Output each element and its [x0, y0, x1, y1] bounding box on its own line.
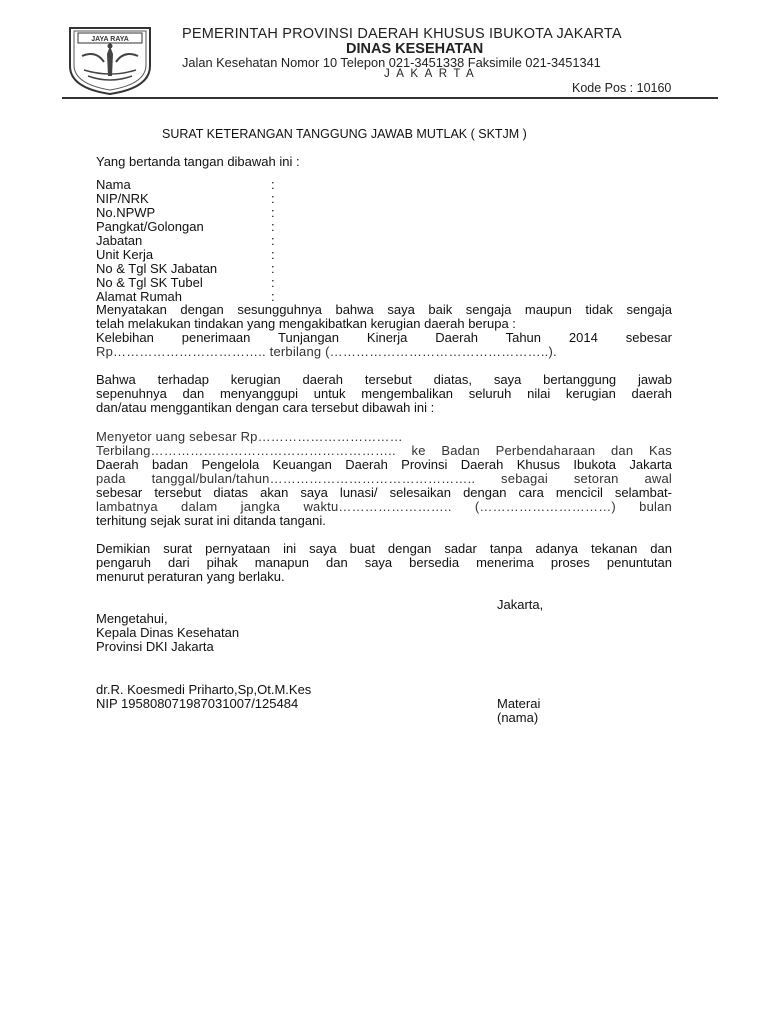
p1-line: Kelebihan penerimaan Tunjangan Kinerja Daerah Tahun 2014 sebesar — [96, 330, 672, 345]
field-colon: : — [271, 219, 275, 234]
stamp-name-placeholder: (nama) — [497, 710, 539, 725]
stamp-label: Materai — [497, 696, 541, 711]
field-label-jabatan: Jabatan — [96, 233, 143, 248]
p3-line: Menyetor uang sebesar Rp…………………………… — [96, 429, 403, 444]
field-label-nama: Nama — [96, 177, 131, 192]
field-colon: : — [271, 233, 275, 248]
p4-line: menurut peraturan yang berlaku. — [96, 569, 285, 584]
header-divider — [62, 97, 718, 99]
p1-amount-line: Rp…………………………….. terbilang (…………………………………………..). — [96, 344, 557, 359]
field-colon: : — [271, 177, 275, 192]
field-colon: : — [271, 191, 275, 206]
signer-nip: NIP 195808071987031007/125484 — [96, 696, 299, 711]
p3-line: terhitung sejak surat ini ditanda tangani. — [96, 513, 326, 528]
header-address: Jalan Kesehatan Nomor 10 Telepon 021-3451338 Faksimile 021-3451341 — [182, 55, 601, 70]
place-label: Jakarta, — [497, 597, 544, 612]
header-agency-name: DINAS KESEHATAN — [346, 41, 484, 57]
intro-text: Yang bertanda tangan dibawah ini : — [96, 154, 300, 169]
header-postal-code: Kode Pos : 10160 — [572, 81, 672, 95]
p3-line: pada tanggal/bulan/tahun……………………………………….. sebagai setoran awal — [96, 471, 672, 486]
field-colon: : — [271, 205, 275, 220]
p3-line: Daerah badan Pengelola Keuangan Daerah Provinsi Daerah Khusus Ibukota Jakarta — [96, 457, 672, 472]
p3-line: Terbilang……………………………………………….. ke Badan Perbendaharaan dan Kas — [96, 443, 672, 458]
jakarta-coat-of-arms-logo — [66, 26, 154, 96]
field-label-pangkat: Pangkat/Golongan — [96, 219, 204, 234]
header-government-name: PEMERINTAH PROVINSI DAERAH KHUSUS IBUKOTA JAKARTA — [182, 26, 622, 42]
p2-line: sepenuhnya dan menyanggupi untuk mengembalikan seluruh nilai kerugian daerah — [96, 386, 672, 401]
p4-line: pengaruh dari pihak manapun dan saya bersedia menerima proses penuntutan — [96, 555, 672, 570]
field-label-npwp: No.NPWP — [96, 205, 156, 220]
p1-line: telah melakukan tindakan yang mengakibatkan kerugian daerah berupa : — [96, 316, 516, 331]
field-colon: : — [271, 247, 275, 262]
field-label-nip: NIP/NRK — [96, 191, 149, 206]
svg-text:JAYA RAYA: JAYA RAYA — [91, 36, 129, 43]
field-colon: : — [271, 261, 275, 276]
p3-line: lambatnya dalam jangka waktu…………………….. (…………………………) bulan — [96, 499, 672, 514]
field-label-sk-jabatan: No & Tgl SK Jabatan — [96, 261, 218, 276]
approval-title: Kepala Dinas Kesehatan — [96, 625, 240, 640]
p1-line: Menyatakan dengan sesungguhnya bahwa saya baik sengaja maupun tidak sengaja — [96, 302, 672, 317]
header-city: JAKARTA — [384, 68, 481, 80]
p4-line: Demikian surat pernyataan ini saya buat dengan sadar tanpa adanya tekanan dan — [96, 541, 672, 556]
p2-line: dan/atau menggantikan dengan cara tersebut dibawah ini : — [96, 400, 435, 415]
approval-region: Provinsi DKI Jakarta — [96, 639, 214, 654]
field-label-unit-kerja: Unit Kerja — [96, 247, 154, 262]
letter-title: SURAT KETERANGAN TANGGUNG JAWAB MUTLAK ( SKTJM ) — [162, 127, 527, 141]
p3-line: sebesar tersebut diatas akan saya lunasi/ selesaikan dengan cara mencicil selambat- — [96, 485, 672, 500]
signer-name: dr.R. Koesmedi Priharto,Sp,Ot.M.Kes — [96, 682, 312, 697]
p2-line: Bahwa terhadap kerugian daerah tersebut diatas, saya bertanggung jawab — [96, 372, 672, 387]
field-label-alamat: Alamat Rumah — [96, 289, 182, 304]
field-colon: : — [271, 275, 275, 290]
field-colon: : — [271, 289, 275, 304]
field-label-sk-tubel: No & Tgl SK Tubel — [96, 275, 203, 290]
approval-label: Mengetahui, — [96, 611, 168, 626]
